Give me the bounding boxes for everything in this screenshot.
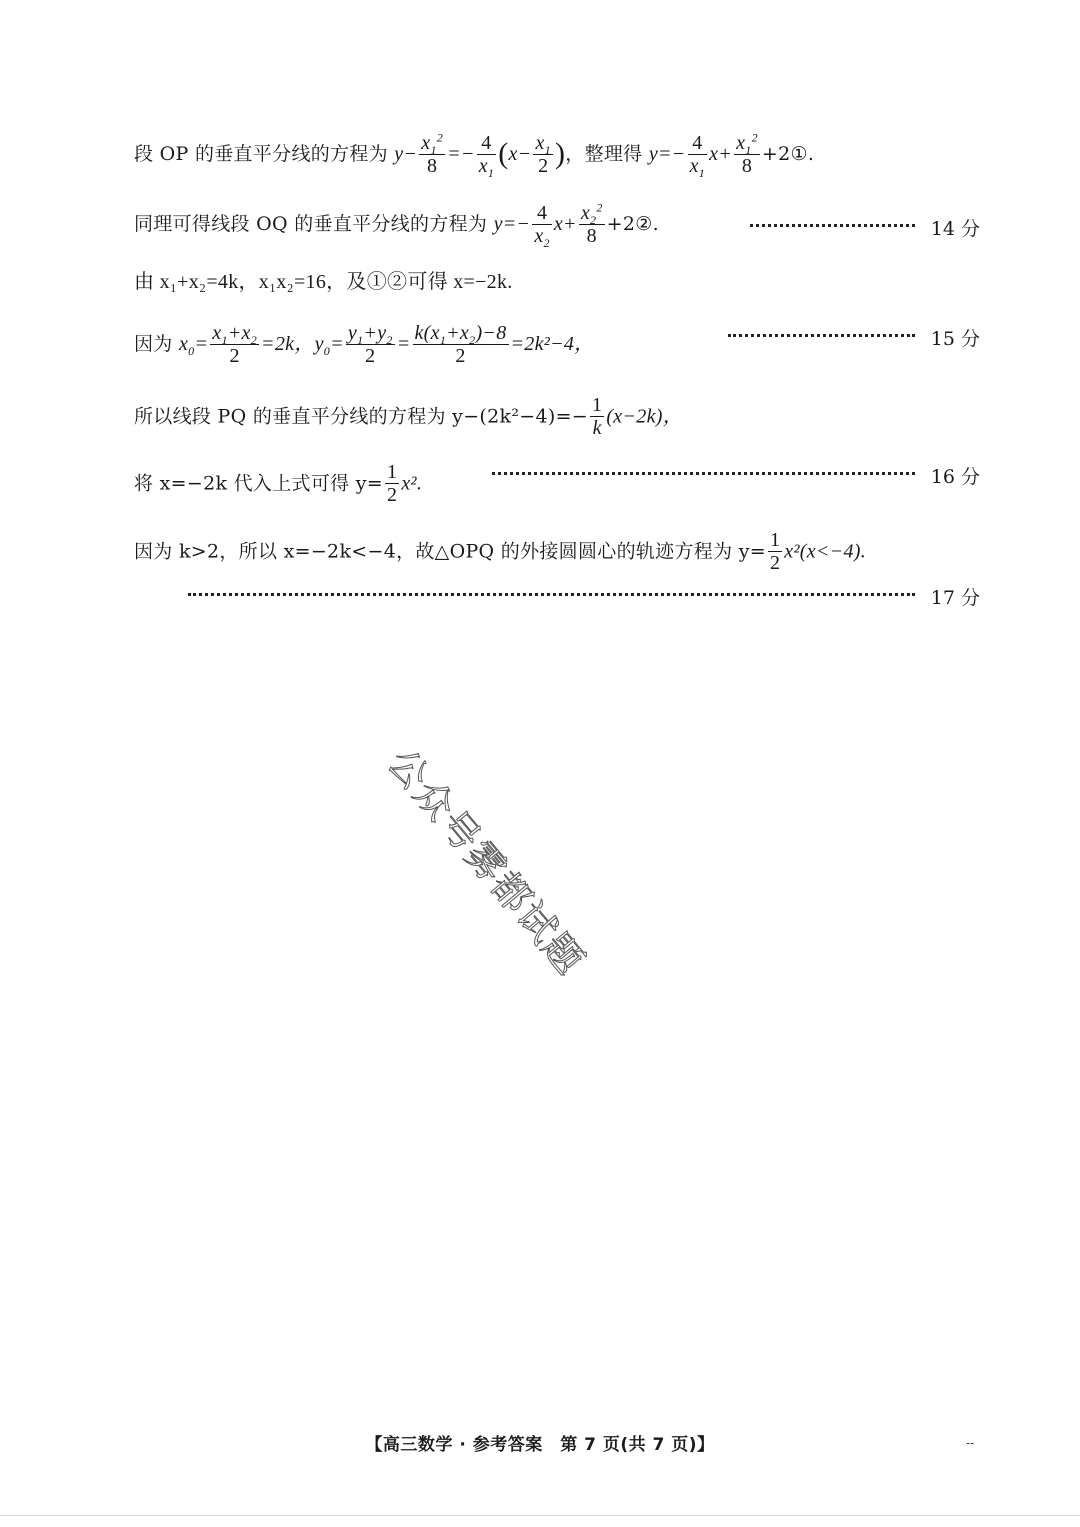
score-14: 14 分 <box>930 218 980 240</box>
solution-line-midpoint <box>134 323 594 368</box>
solution-line-oq-bisector <box>134 200 659 250</box>
score-leader-dots <box>492 470 915 475</box>
line-text: 段 OP 的垂直平分线的方程为 <box>134 143 388 166</box>
line-text: 同理可得线段 OQ 的垂直平分线的方程为 <box>134 213 488 236</box>
solution-line-op-bisector <box>134 130 815 180</box>
score-17: 17 分 <box>930 587 980 609</box>
line-text: ，整理得 <box>565 143 643 166</box>
line-text: +2②. <box>606 213 659 236</box>
line-text: x²(x<−4). <box>784 540 867 563</box>
line-text: 因为 k>2，所以 x=−2k<−4，故△OPQ 的外接圆圆心的轨迹方程为 y= <box>134 540 766 563</box>
line-text: 因为 <box>134 333 173 356</box>
equation-oq: y=− $\frac{4}{x_2}$ x+ $\frac{x_2^2}{8}$ <box>493 200 603 250</box>
score-leader-dots <box>750 222 915 227</box>
solution-line-locus <box>134 530 866 575</box>
line-text: =2k²−4， <box>510 333 595 356</box>
score-leader-dots <box>728 332 915 337</box>
line-text: 所以线段 PQ 的垂直平分线的方程为 y−(2k²−4)=− <box>134 405 589 428</box>
bottom-divider <box>0 1515 1080 1516</box>
line-text: 由 x₁+x₂=4k，x₁x₂=16，及①②可得 x=−2k. <box>134 271 513 293</box>
equation-op-simplified: y=− $\frac{4}{x_1}$ x+ $\frac{x_1^2}{8}$ <box>648 130 758 180</box>
fraction-one-over-k: $\frac{1}{k}$ <box>592 394 603 439</box>
solution-line-vieta <box>134 270 513 294</box>
solution-line-pq-bisector <box>134 395 683 440</box>
corner-mark: -- <box>966 1436 975 1450</box>
score-15: 15 分 <box>930 328 980 350</box>
equation-midpoint: $x_0=$ $\frac{x_1+x_2}{2}$ =2k，$y_0=$ $\frac{y_1+y_2}{2}$ = $\frac{k(x_1+x_2)-8}{2}$ <box>178 322 507 367</box>
line-text: (x−2k)， <box>606 405 684 428</box>
fraction-one-half: $\frac{1}{2}$ <box>769 529 781 574</box>
equation-op: y− $\frac{x_1^2}{8}$ =− $\frac{4}{x_1}$ (x− $\frac{x_1}{2}$ ) <box>394 130 566 180</box>
score-leader-dots <box>188 591 915 596</box>
line-text: +2①. <box>761 143 815 166</box>
line-text: x². <box>401 472 423 495</box>
line-text: 将 x=−2k 代入上式可得 y= <box>134 472 384 495</box>
page-footer: 【高三数学 · 参考答案 第 7 页(共 7 页)】 <box>365 1435 715 1455</box>
fraction-one-half: $\frac{1}{2}$ <box>387 461 398 506</box>
solution-line-substitute <box>134 462 422 507</box>
watermark: 公众号雾都试题 <box>379 740 594 984</box>
score-16: 16 分 <box>930 466 980 488</box>
